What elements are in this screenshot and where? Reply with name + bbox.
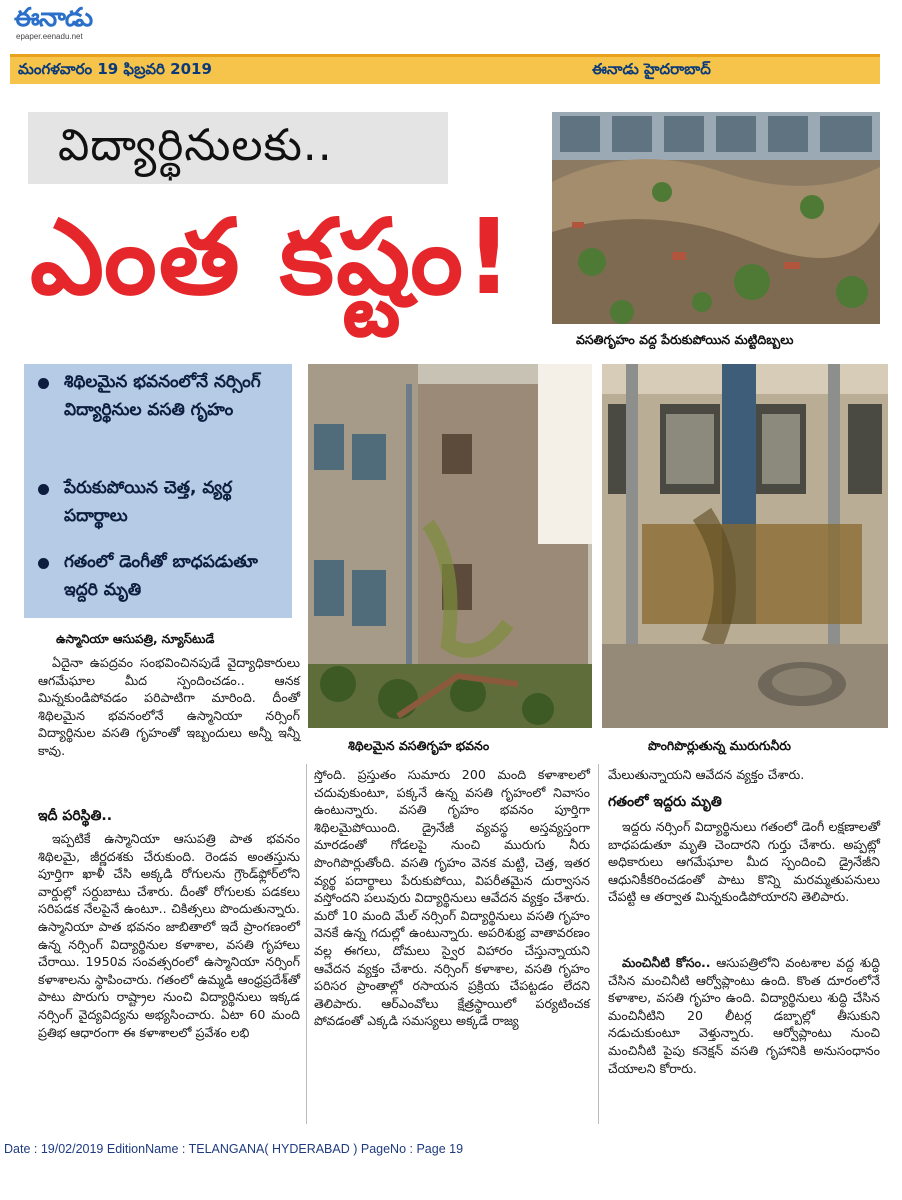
caption-building: శిథిలమైన వసతిగృహ భవనం [348,738,490,753]
caption-sewage: పొంగిపొర్లుతున్న మురుగునీరు [648,738,791,753]
edition-date: మంగళవారం 19 ఫిబ్రవరి 2019 [18,60,212,78]
body-paragraph: స్తోంది. ప్రస్తుతం సుమారు 200 మంది కళాశాలలో చదువుకుంటూ, పక్కనే ఉన్న వసతి గృహంలో నివాసం ఉంటున్నారు. వసతి గృహం భవనం పూర్తిగా శిథిలమైపోయింది. డ్రైనేజీ వ్యవస్థ అస్తవ్యస్తంగా మారడంతో గోడలపై నుంచి మురుగు నీరు పొంగిపొర్లుతోంది. వసతి గృహం వెనక మట్టి, చెత్త, ఇతర వ్యర్థ పదార్థాలు పేరుకుపోయి, విపరీతమైన దుర్వాసన వస్తోందని పలువురు విద్యార్థినులు ఆవేదన వ్యక్తం చేశారు. మరో 10 మంది మేల్ నర్సింగ్ విద్యార్థినులు వసతి గృహం వెనకే ఉన్న గదుల్లో ఉంటున్నారు. అపరిశుభ్ర వాతావరణం వల్ల ఈగలు, దోమలు స్వైర విహారం చేస్తున్నాయని ఆవేదన వ్యక్తం చేశారు. నర్సింగ్ కళాశాల, వసతి గృహం పరిసర ప్రాంతాల్లో రసాయన ప్రక్రియ చేపట్టడం లేదని తెలిపారు. ఆర్‌ఎంవోలు క్షేత్రస్థాయిలో పర్యటించక పోవడంతో ఎక్కడి సమస్యలు అక్కడే రాజ్య [314,767,590,1029]
news-article [10,92,890,1142]
headline: ఎంత కష్టం! [30,196,515,318]
byline: ఉస్మానియా ఆసుపత్రి, న్యూస్‌టుడే [56,632,215,646]
highlights-box [24,364,292,618]
subhead-two-deaths: గతంలో ఇద్దరు మృతి [608,794,722,810]
article-column-1-body [38,830,300,1041]
bullet-icon [38,378,49,389]
article-column-3-body [608,818,880,906]
highlight-item: శిథిలమైన భవనంలోనే నర్సింగ్ విద్యార్థినుల వసతి గృహం [38,368,288,458]
lead-drinking-water: మంచినీటి కోసం.. [622,955,711,970]
bullet-icon [38,558,49,569]
photo-soil-mounds [552,112,880,324]
body-paragraph: ఆసుపత్రిలోని వంటశాల వద్ద శుద్ధి చేసిన మంచినీటి ఆర్వోప్లాంటు ఉంది. కొంత దూరంలోనే కళాశాల, వసతి గృహం ఉంది. విద్యార్థినులు శుద్ధి చేసిన మంచినీటిని 20 లీటర్ల డబ్బాల్లో తీసుకుని నడుచుకుంటూ వెళ్తున్నారు. ఆర్వోప్లాంటు నుంచి మంచినీటి పైపు కనెక్షన్ వసతి గృహానికి అనుసంధానం చేయాలని కోరారు. [608,955,880,1076]
kicker: విద్యార్థినులకు.. [58,120,333,171]
kicker-box [28,112,448,184]
logo-mark: ఈనాడు [14,3,93,33]
body-paragraph: ఇప్పటికే ఉస్మానియా ఆసుపత్రి పాత భవనం శిథిలమై, జీర్ణదశకు చేరుకుంది. రెండవ అంతస్తును పూర్తిగా ఖాళీ చేసి అక్కడి రోగులను గ్రౌండ్‌ఫ్లోర్‌లోని వార్డుల్లో సర్దుబాటు చేశారు. దీంతో రోగులకు పడకలు సరిపడక నేలపైనే ఉంటూ.. చికిత్సలు పొందుతున్నారు. ఉస్మానియా పాత భవనం జాబితాలో ఇదే ప్రాంగణంలో ఉన్న నర్సింగ్ విద్యార్థినుల కళాశాల, వసతి గృహాలు చేరాయి. 1950వ సంవత్సరంలో ఉస్మానియా నర్సింగ్ కళాశాలను స్థాపించారు. గతంలో ఉమ్మడి ఆంధ్రప్రదేశ్‌తో పాటు పొరుగు రాష్ట్రాల నుంచి విద్యార్థినులు ఇక్కడ నర్సింగ్ వైద్యవిద్యను అభ్యసించారు. ఏటా 60 మంది ప్రతిభ ఆధారంగా ఈ కళాశాలలో ప్రవేశం లభి [38,831,300,1040]
highlight-item: గతంలో డెంగీతో బాధపడుతూ ఇద్దరి మృతి [38,548,288,608]
photo-overflowing-sewage [602,364,888,728]
intro-paragraph: ఏదైనా ఉపద్రవం సంభవించినపుడే వైద్యాధికారులు ఆగమేఘాల మీద స్పందించడం.. ఆనక మిన్నకుండిపోవడం పరిపాటిగా మారింది. దీంతో శిథిలమైన భవనంలోనే ఉస్మానియా నర్సింగ్ విద్యార్థినుల వసతి గృహంతో ఇబ్బందులు అన్నీ ఇన్నీ కావు. [38,655,300,758]
column-divider [306,764,307,1124]
body-paragraph: మేలుతున్నాయని ఆవేదన వ్యక్తం చేశారు. [608,767,805,782]
article-column-2 [314,766,590,1030]
logo-url: epaper.eenadu.net [16,32,83,41]
photo-dilapidated-building [308,364,592,728]
eenadu-logo[interactable] [14,4,94,44]
caption-soil-mounds: వసతిగృహం వద్ద పేరుకుపోయిన మట్టిదిబ్బలు [576,332,794,347]
edition-name: ఈనాడు హైదరాబాద్ [592,60,711,78]
article-column-1 [38,654,300,760]
article-column-3-top [608,766,880,784]
bullet-icon [38,484,49,495]
subhead-situation: ఇదీ పరిస్థితి.. [38,808,113,824]
page-footer: Date : 19/02/2019 EditionName : TELANGANA( HYDERABAD ) PageNo : Page 19 [4,1142,464,1156]
column-divider [598,764,599,1124]
body-paragraph: ఇద్దరు నర్సింగ్ విద్యార్థినులు గతంలో డెంగీ లక్షణాలతో బాధపడుతూ మృతి చెందారని గుర్తు చేశారు. అప్పట్లో అధికారులు ఆగమేఘాల మీద స్పందించి డ్రైనేజీని ఆధునికీకరించడంతో పాటు కొన్ని మరమ్మతుపనులు చేపట్టి ఆ తర్వాత మిన్నకుండిపోయారని తెలిపారు. [608,819,880,905]
article-column-3-water [608,954,880,1077]
highlight-item: పేరుకుపోయిన చెత్త, వ్యర్థ పదార్థాలు [38,474,288,534]
page-header-bar [10,54,880,84]
